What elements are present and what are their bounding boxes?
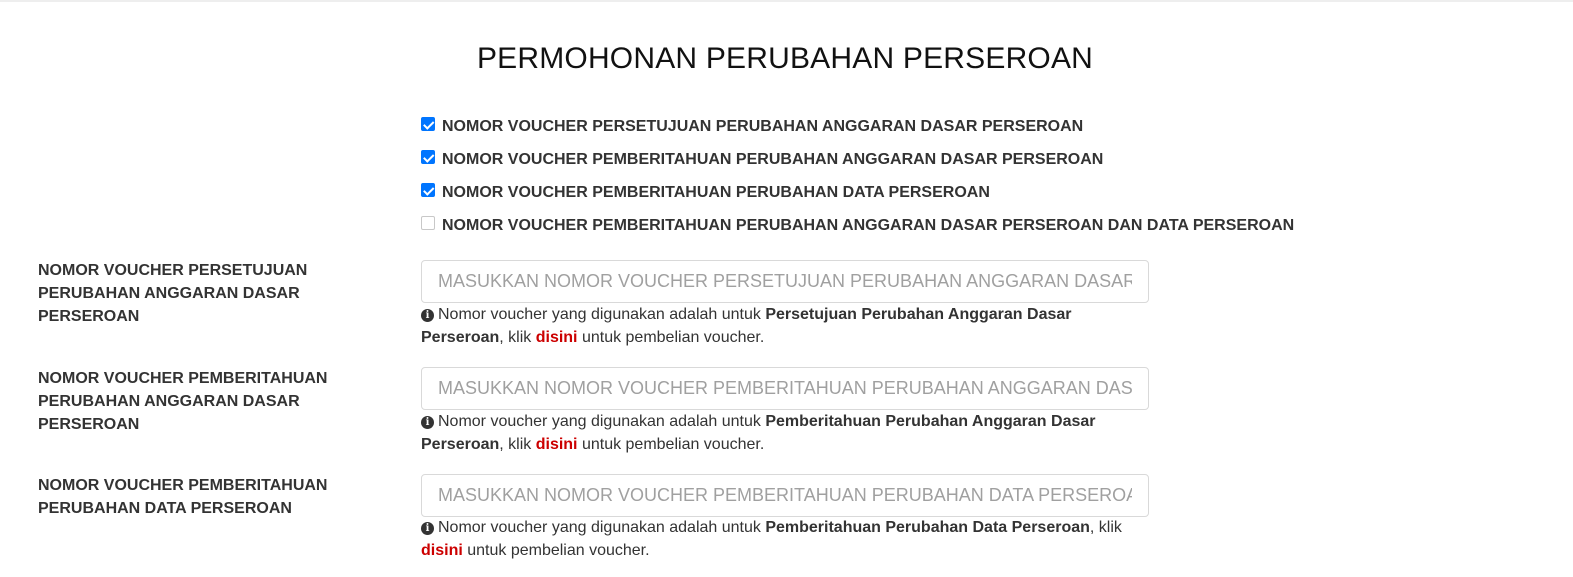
option-pemberitahuan-anggaran-dasar[interactable] bbox=[420, 149, 1103, 171]
help-prefix: Nomor voucher yang digunakan adalah untuk bbox=[438, 413, 766, 430]
option-persetujuan-anggaran-dasar[interactable] bbox=[420, 116, 1083, 138]
voucher-input-persetujuan-anggaran-dasar[interactable] bbox=[421, 260, 1149, 303]
option-pemberitahuan-data[interactable] bbox=[420, 182, 990, 204]
field-label-persetujuan-anggaran-dasar: NOMOR VOUCHER PERSETUJUAN PERUBAHAN ANGGARAN DASAR PERSEROAN bbox=[38, 262, 308, 325]
checkbox-pemberitahuan-data[interactable] bbox=[421, 183, 435, 197]
help-voucher-type: Pemberitahuan Perubahan Data Perseroan bbox=[765, 519, 1090, 536]
info-circle-icon: i bbox=[421, 416, 434, 429]
voucher-input-pemberitahuan-data[interactable] bbox=[421, 474, 1149, 517]
checkbox-persetujuan-anggaran-dasar[interactable] bbox=[421, 117, 435, 131]
help-prefix: Nomor voucher yang digunakan adalah untuk bbox=[438, 306, 766, 323]
help-suffix: untuk pembelian voucher. bbox=[577, 329, 765, 346]
help-text-pemberitahuan-data bbox=[421, 516, 1141, 562]
checkbox-pemberitahuan-anggaran-dasar[interactable] bbox=[421, 150, 435, 164]
voucher-input-pemberitahuan-anggaran-dasar[interactable] bbox=[421, 367, 1149, 410]
help-middle: , klik bbox=[499, 329, 536, 346]
top-border bbox=[0, 0, 1573, 2]
help-text-persetujuan-anggaran-dasar bbox=[421, 303, 1141, 349]
option-pemberitahuan-anggaran-dasar-dan-data[interactable] bbox=[420, 215, 1294, 237]
help-middle: , klik bbox=[1089, 519, 1122, 536]
help-voucher-type: Persetujuan Perubahan Anggaran Dasar Perseroan bbox=[421, 306, 1072, 346]
help-suffix: untuk pembelian voucher. bbox=[462, 542, 650, 559]
buy-voucher-link[interactable]: disini bbox=[421, 542, 463, 559]
option-label: NOMOR VOUCHER PEMBERITAHUAN PERUBAHAN ANGGARAN DASAR PERSEROAN bbox=[442, 151, 1104, 168]
help-voucher-type: Pemberitahuan Perubahan Anggaran Dasar Perseroan bbox=[421, 413, 1096, 453]
info-circle-icon: i bbox=[421, 522, 434, 535]
buy-voucher-link[interactable]: disini bbox=[535, 329, 578, 346]
option-label: NOMOR VOUCHER PERSETUJUAN PERUBAHAN ANGGARAN DASAR PERSEROAN bbox=[442, 118, 1084, 135]
option-label: NOMOR VOUCHER PEMBERITAHUAN PERUBAHAN ANGGARAN DASAR PERSEROAN DAN DATA PERSEROAN bbox=[442, 217, 1295, 234]
field-label-pemberitahuan-data: NOMOR VOUCHER PEMBERITAHUAN PERUBAHAN DATA PERSEROAN bbox=[38, 477, 328, 517]
buy-voucher-link[interactable]: disini bbox=[535, 436, 578, 453]
help-suffix: untuk pembelian voucher. bbox=[577, 436, 765, 453]
checkbox-pemberitahuan-anggaran-dasar-dan-data[interactable] bbox=[421, 216, 435, 230]
help-prefix: Nomor voucher yang digunakan adalah untuk bbox=[438, 519, 766, 536]
option-label: NOMOR VOUCHER PEMBERITAHUAN PERUBAHAN DATA PERSEROAN bbox=[442, 184, 990, 201]
help-text-pemberitahuan-anggaran-dasar bbox=[421, 410, 1141, 456]
field-label-pemberitahuan-anggaran-dasar: NOMOR VOUCHER PEMBERITAHUAN PERUBAHAN ANGGARAN DASAR PERSEROAN bbox=[38, 370, 328, 433]
info-circle-icon: i bbox=[421, 309, 434, 322]
page-title: PERMOHONAN PERUBAHAN PERSEROAN bbox=[476, 42, 1094, 75]
help-middle: , klik bbox=[499, 436, 536, 453]
